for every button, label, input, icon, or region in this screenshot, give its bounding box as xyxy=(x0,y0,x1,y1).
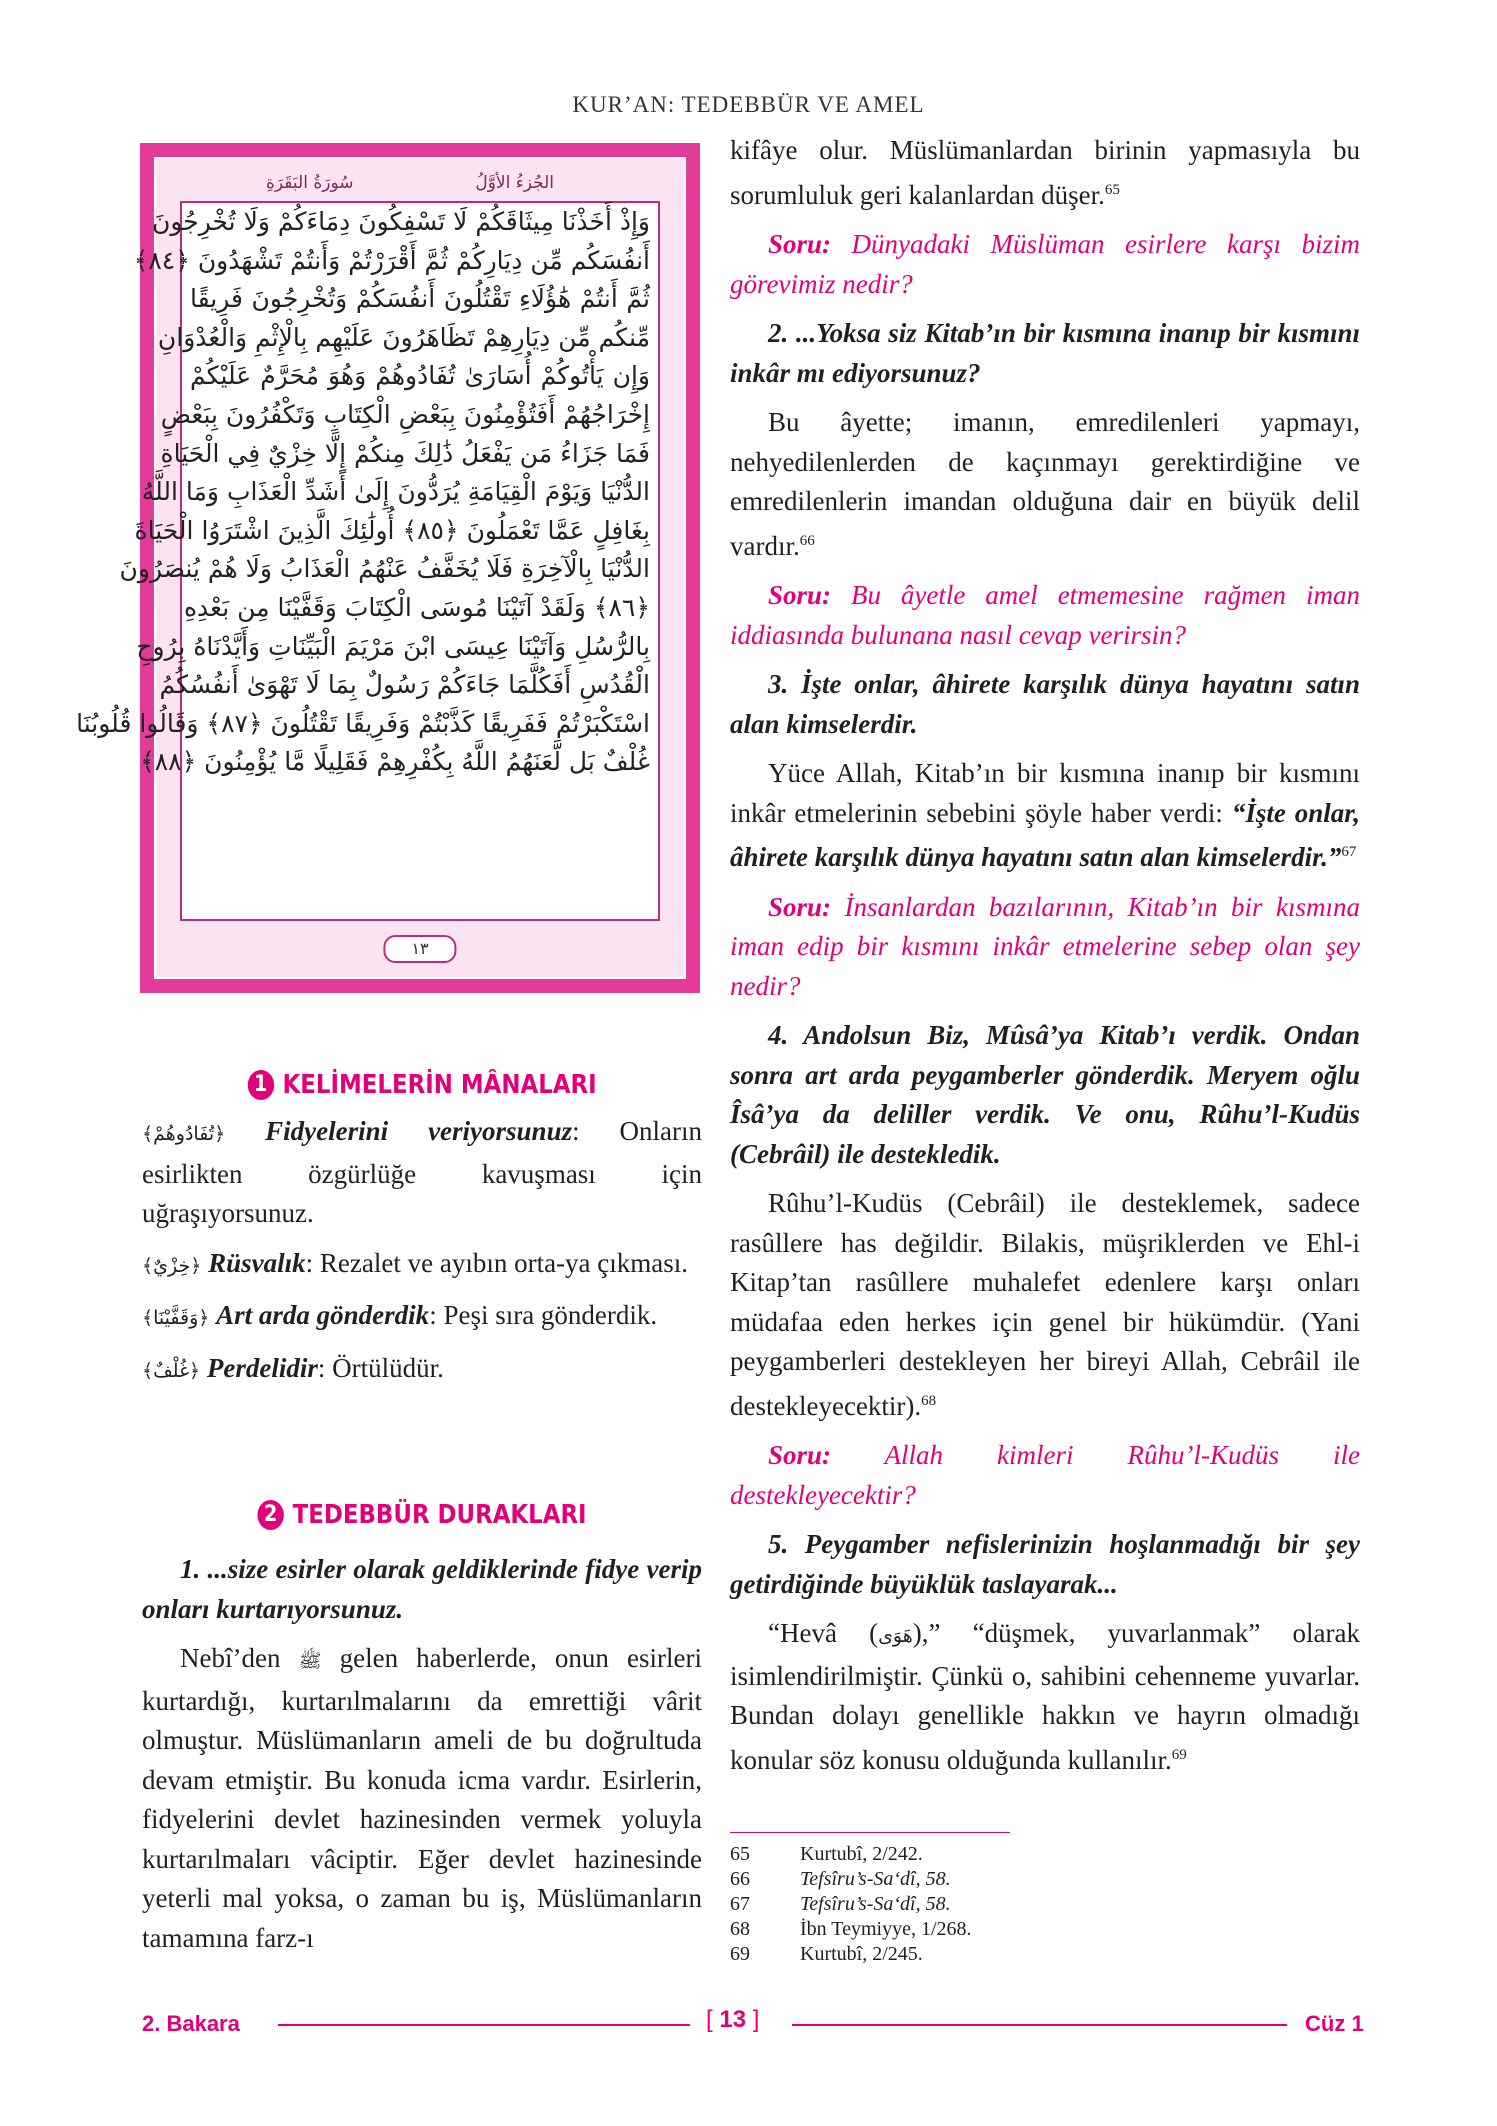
mushaf-page-number: ١٣ xyxy=(383,935,456,963)
running-head: KUR’AN: TEDEBBÜR VE AMEL xyxy=(572,92,925,117)
commentary-paragraph: Rûhu’l-Kudüs (Cebrâil) ile desteklemek, sadece rasûllere has değildir. Bilakis, müşriklerden ve Ehl-i Kitap’tan rasûllere muhalefet edenlere karşı onları müdafaa eden herkes için genel bir hükümdür. (Yani peygamberleri destekleyen her bireyi Allah, Cebrâil ile destekleyecektir).$^{68}$ xyxy=(730,1188,1360,1421)
word-term: Art arda gönderdik xyxy=(216,1300,430,1330)
mushaf-line: وَإِذْ أَخَذْنَا مِيثَاقَكُمْ لَا تَسْفِكُونَ دِمَاءَكُمْ وَلَا تُخْرِجُونَ xyxy=(152,207,650,236)
question-label: Soru: xyxy=(768,580,832,610)
verse-heading: 1. ...size esirler olarak geldiklerinde fidye verip onları kurtarıyorsunuz. xyxy=(142,1554,702,1624)
word-entry xyxy=(142,1112,702,1234)
mushaf-line: بِغَافِلٍ عَمَّا تَعْمَلُونَ ﴿٨٥﴾ أُولَٰئِكَ الَّذِينَ اشْتَرَوُا الْحَيَاةَ xyxy=(134,515,650,545)
footnote-item: 66 Tefsîru’s-Sa‘dî, 58. xyxy=(730,1868,951,1890)
footnote-item: 69 Kurtubî, 2/245. xyxy=(730,1943,923,1965)
right-body xyxy=(730,131,1360,1780)
mushaf-line: اسْتَكْبَرْتُمْ فَفَرِيقًا كَذَّبْتُمْ وَفَرِيقًا تَقْتُلُونَ ﴿٨٧﴾ وَقَالُوا قُلُوبُنَا xyxy=(76,708,650,738)
mushaf-line: إِخْرَاجُهُمْ أَفَتُؤْمِنُونَ بِبَعْضِ الْكِتَابِ وَتَكْفُرُونَ بِبَعْضٍ xyxy=(160,399,650,429)
word-meaning: : Örtülüdür. xyxy=(317,1352,444,1383)
footnote-item: 65 Kurtubî, 2/242. xyxy=(730,1843,923,1865)
commentary-paragraph: Bu âyette; imanın, emredilenleri yapmayı, nehyedilenlerden de kaçınmayı gerektirdiğine ve emredilenlerin imandan olduğuna dair en büyük delil vardır.$^{66}$ xyxy=(730,407,1360,561)
footer-page-number: [ 13 ] xyxy=(706,2006,760,2033)
section-title: KELİMELERİN MÂNALARI xyxy=(282,1070,597,1100)
arabic-word: ﴿خِزْيٌ﴾ xyxy=(142,1254,202,1277)
section-number-badge: 1 xyxy=(247,1070,273,1100)
question-paragraph: Soru: İnsanlardan bazılarının, Kitab’ın bir kısmına iman edip bir kısmını inkâr etmelerine sebep olan şey nedir? xyxy=(730,891,1360,1001)
mushaf-line: ثُمَّ أَنتُمْ هَٰؤُلَاءِ تَقْتُلُونَ أَنفُسَكُمْ وَتُخْرِجُونَ فَرِيقًا xyxy=(190,284,650,314)
section-number-badge: 2 xyxy=(257,1500,283,1530)
mushaf-line: أَنفُسَكُم مِّن دِيَارِكُمْ ثُمَّ أَقْرَرْتُمْ وَأَنتُمْ تَشْهَدُونَ ﴿٨٤﴾ xyxy=(133,245,650,275)
mushaf-juz-header: الجُزءُ الأوَّلُ xyxy=(475,173,554,193)
word-term: Perdelidir xyxy=(206,1352,318,1383)
footnote-item: 67 Tefsîru’s-Sa‘dî, 58. xyxy=(730,1893,951,1915)
question-label: Soru: xyxy=(768,229,832,259)
word-term: Fidyelerini veriyorsunuz xyxy=(265,1116,573,1146)
mushaf-line: الدُّنْيَا وَيَوْمَ الْقِيَامَةِ يُرَدُّونَ إِلَىٰ أَشَدِّ الْعَذَابِ وَمَا اللَّهُ xyxy=(141,477,650,507)
footnote-item: 68 İbn Teymiyye, 1/268. xyxy=(730,1918,972,1940)
verse-heading: 5. Peygamber nefislerinizin hoşlanmadığı bir şey getirdiğinde büyüklük taslayarak... xyxy=(730,1529,1360,1599)
footnote-ref: 65 xyxy=(1104,181,1120,198)
mushaf-text-area xyxy=(76,201,660,921)
arabic-word: هَوَى xyxy=(878,1625,913,1647)
mushaf-line: ﴿٨٦﴾ وَلَقَدْ آتَيْنَا مُوسَى الْكِتَابَ وَقَفَّيْنَا مِن بَعْدِهِ xyxy=(183,592,650,622)
salawat-glyph: ﷺ xyxy=(298,1650,322,1672)
footnotes xyxy=(730,1842,1360,1967)
footnote-ref: 66 xyxy=(799,532,815,549)
mushaf-line: بِالرُّسُلِ وَآتَيْنَا عِيسَى ابْنَ مَرْيَمَ الْبَيِّنَاتِ وَأَيَّدْنَاهُ بِرُوحِ xyxy=(136,631,650,661)
footer-rule-right xyxy=(792,2024,1287,2026)
question-paragraph: Soru: Bu âyetle amel etmemesine rağmen iman iddiasında bulunana nasıl cevap verirsin? xyxy=(730,580,1360,650)
word-meaning: : Rezalet ve ayıbın orta-ya çıkması. xyxy=(305,1247,689,1278)
left-body xyxy=(142,1550,702,1958)
commentary-paragraph: Yüce Allah, Kitab’ın bir kısmına inanıp bir kısmını inkâr etmelerinin sebebini şöyle haber verdi: “İşte onlar, âhirete karşılık dünya hayatını satın alan kimselerdir.”$^{67}$ xyxy=(730,758,1361,872)
word-meanings xyxy=(142,1112,702,1391)
arabic-word: ﴿وَقَفَّيْنَا﴾ xyxy=(142,1307,210,1329)
commentary-paragraph: “Hevâ (هَوَى),” “düşmek, yuvarlanmak” olarak isimlendirilmiştir. Çünkü o, sahibini cehenneme yuvarlar. Bundan dolayı genellikle hakkın ve hayrın olmadığı konular söz konusu olduğunda kullanılır.$^{69}$ xyxy=(730,1618,1360,1775)
section-1-heading xyxy=(142,1070,702,1100)
footnote-ref: 69 xyxy=(1171,1746,1187,1763)
mushaf-line: الدُّنْيَا بِالْآخِرَةِ فَلَا يُخَفَّفُ عَنْهُمُ الْعَذَابُ وَلَا هُمْ يُنصَرُونَ xyxy=(119,554,650,584)
mushaf-line: غُلْفٌ بَل لَّعَنَهُمُ اللَّهُ بِكُفْرِهِمْ فَقَلِيلًا مَّا يُؤْمِنُونَ ﴿٨٨﴾ xyxy=(140,747,650,777)
footer-surah: 2. Bakara xyxy=(142,2011,240,2036)
question-label: Soru: xyxy=(768,1440,832,1470)
word-meaning: : Peşi sıra gönderdik. xyxy=(429,1300,658,1330)
footnote-divider xyxy=(730,1832,1010,1833)
word-term: Rüsvalık xyxy=(208,1247,306,1278)
question-paragraph: Soru: Allah kimleri Rûhu’l-Kudüs ile destekleyecektir? xyxy=(730,1440,1360,1510)
section-title: TEDEBBÜR DURAKLARI xyxy=(292,1500,587,1530)
commentary-paragraph: Nebî’den ﷺ gelen haberlerde, onun esirleri kurtardığı, kurtarılmalarını da emrettiği vârit olmuştur. Müslümanların ameli de bu doğrultuda devam etmiştir. Bu konuda icma vardır. Esirlerin, fidyelerini devlet hazinesinden vermek yoluyla kurtarılmaları vâciptir. Eğer devlet hazinesinde yeterli mal yoksa, o zaman bu iş, Müslümanların tamamına farz-ı xyxy=(142,1643,702,1953)
question-paragraph: Soru: Dünyadaki Müslüman esirlere karşı bizim görevimiz nedir? xyxy=(730,229,1361,299)
arabic-word: ﴿غُلْفٌ﴾ xyxy=(142,1359,201,1382)
section-2-heading xyxy=(142,1500,702,1530)
mushaf-line: مِّنكُم مِّن دِيَارِهِمْ تَظَاهَرُونَ عَلَيْهِم بِالْإِثْمِ وَالْعُدْوَانِ xyxy=(157,322,650,352)
mushaf-page-image xyxy=(76,143,700,993)
footnote-ref: 67 xyxy=(1341,844,1357,860)
mushaf-line: وَإِن يَأْتُوكُمْ أُسَارَىٰ تُفَادُوهُمْ وَهُوَ مُحَرَّمٌ عَلَيْكُمْ xyxy=(190,361,650,391)
verse-heading: 4. Andolsun Biz, Mûsâ’ya Kitab’ı verdik. Ondan sonra art arda peygamberler gönderdik. Meryem oğlu Îsâ’ya da deliller verdik. Ve onu, Rûhu’l-Kudüs (Cebrâil) ile destekledik. xyxy=(730,1020,1360,1169)
word-entry xyxy=(142,1349,702,1392)
mushaf-line: الْقُدُسِ أَفَكُلَّمَا جَاءَكُمْ رَسُولٌ بِمَا لَا تَهْوَىٰ أَنفُسُكُمُ xyxy=(159,670,650,700)
commentary-paragraph: kifâye olur. Müslümanlardan birinin yapmasıyla bu sorumluluk geri kalanlardan düşer.$^{65}$ xyxy=(730,135,1360,210)
verse-heading: 2. ...Yoksa siz Kitab’ın bir kısmına inanıp bir kısmını inkâr mı ediyorsunuz? xyxy=(730,318,1360,388)
footer-juz: Cüz 1 xyxy=(1305,2011,1364,2036)
question-label: Soru: xyxy=(768,891,832,922)
word-entry xyxy=(142,1296,702,1339)
arabic-word: ﴿تُفَادُوهُمْ﴾ xyxy=(142,1123,226,1145)
mushaf-surah-header: سُورَةُ البَقَرَةِ xyxy=(266,173,354,193)
footer-rule-left xyxy=(278,2024,690,2026)
mushaf-line: فَمَا جَزَاءُ مَن يَفْعَلُ ذَٰلِكَ مِنكُمْ إِلَّا خِزْيٌ فِي الْحَيَاةِ xyxy=(160,438,650,468)
verse-heading: 3. İşte onlar, âhirete karşılık dünya hayatını satın alan kimselerdir. xyxy=(730,669,1360,739)
mushaf-frame xyxy=(76,157,686,979)
word-entry xyxy=(142,1244,702,1287)
footnote-ref: 68 xyxy=(921,1392,937,1409)
word-meaning: : Onların esirlikten özgürlüğe kavuşması için uğraşıyorsunuz. xyxy=(142,1116,702,1228)
